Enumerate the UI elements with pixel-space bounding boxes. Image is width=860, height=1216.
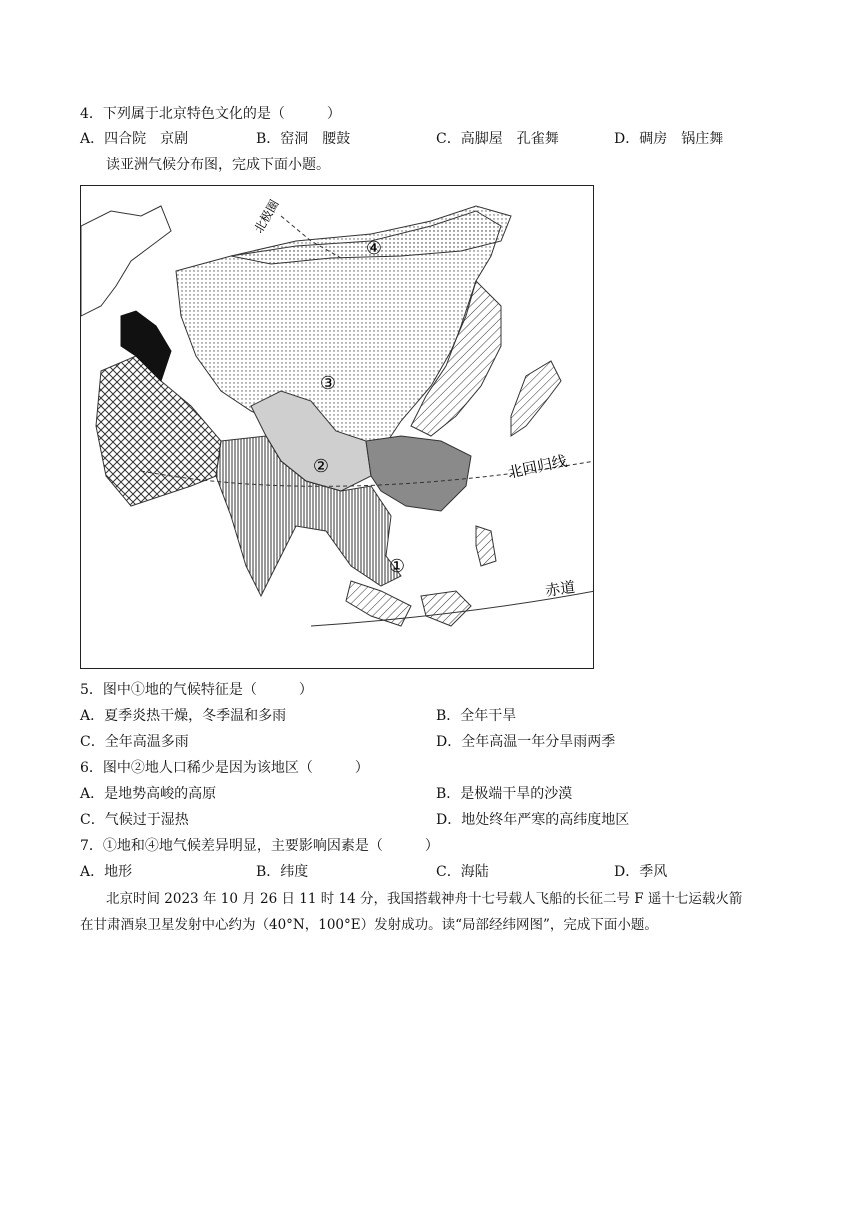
launch-intro-line2: 在甘肃酒泉卫星发射中心约为（40°N，100°E）发射成功。读“局部经纬网图”，完成下面小题。 [80, 917, 658, 933]
q7-option-a: A．地形 [80, 864, 133, 880]
q4-option-a: A．四合院 京剧 [80, 131, 189, 147]
q5-option-c: C．全年高温多雨 [80, 734, 189, 750]
island-philippines [476, 526, 496, 566]
label-tropic-of-cancer: 北回归线 [506, 451, 569, 482]
q7-option-d: D．季风 [614, 864, 668, 880]
region-subtropical-monsoon [366, 436, 471, 511]
q4-option-b: B．窑洞 腰鼓 [256, 131, 351, 147]
q5-option-d: D．全年高温一年分旱雨两季 [436, 734, 616, 750]
island-sumatra [346, 581, 411, 626]
q6-option-b: B．是极端干旱的沙漠 [436, 786, 573, 802]
launch-intro-line1: 北京时间 2023 年 10 月 26 日 11 时 14 分，我国搭载神舟十七号载人飞船的长征二号 F 遥十七运载火箭 [106, 891, 743, 907]
label-arctic-circle: 北极圈 [251, 197, 282, 236]
q4-stem: 4．下列属于北京特色文化的是（ ） [80, 106, 341, 122]
japan-island [511, 361, 561, 436]
q4-option-d: D．碉房 锅庄舞 [614, 131, 724, 147]
q5-option-b: B．全年干旱 [436, 708, 517, 724]
island-borneo [421, 591, 471, 626]
q6-option-a: A．是地势高峻的高原 [80, 786, 217, 802]
q7-stem: 7．①地和④地气候差异明显，主要影响因素是（ ） [80, 838, 439, 854]
label-equator: 赤道 [544, 577, 577, 600]
label-region1: ① [388, 556, 406, 577]
europe-outline [81, 206, 171, 316]
map-intro: 读亚洲气候分布图，完成下面小题。 [106, 157, 330, 173]
q6-stem: 6．图中②地人口稀少是因为该地区（ ） [80, 760, 369, 776]
q6-option-d: D．地处终年严寒的高纬度地区 [436, 812, 630, 828]
q6-option-c: C．气候过于湿热 [80, 812, 189, 828]
q7-option-c: C．海陆 [436, 864, 489, 880]
label-region3: ③ [319, 373, 337, 394]
q5-stem: 5．图中①地的气候特征是（ ） [80, 682, 313, 698]
q7-option-b: B．纬度 [256, 864, 309, 880]
asia-climate-map [80, 185, 594, 669]
label-region2: ② [312, 456, 330, 477]
label-region4: ④ [365, 238, 383, 259]
q5-option-a: A．夏季炎热干燥，冬季温和多雨 [80, 708, 287, 724]
q4-option-c: C．高脚屋 孔雀舞 [436, 131, 559, 147]
